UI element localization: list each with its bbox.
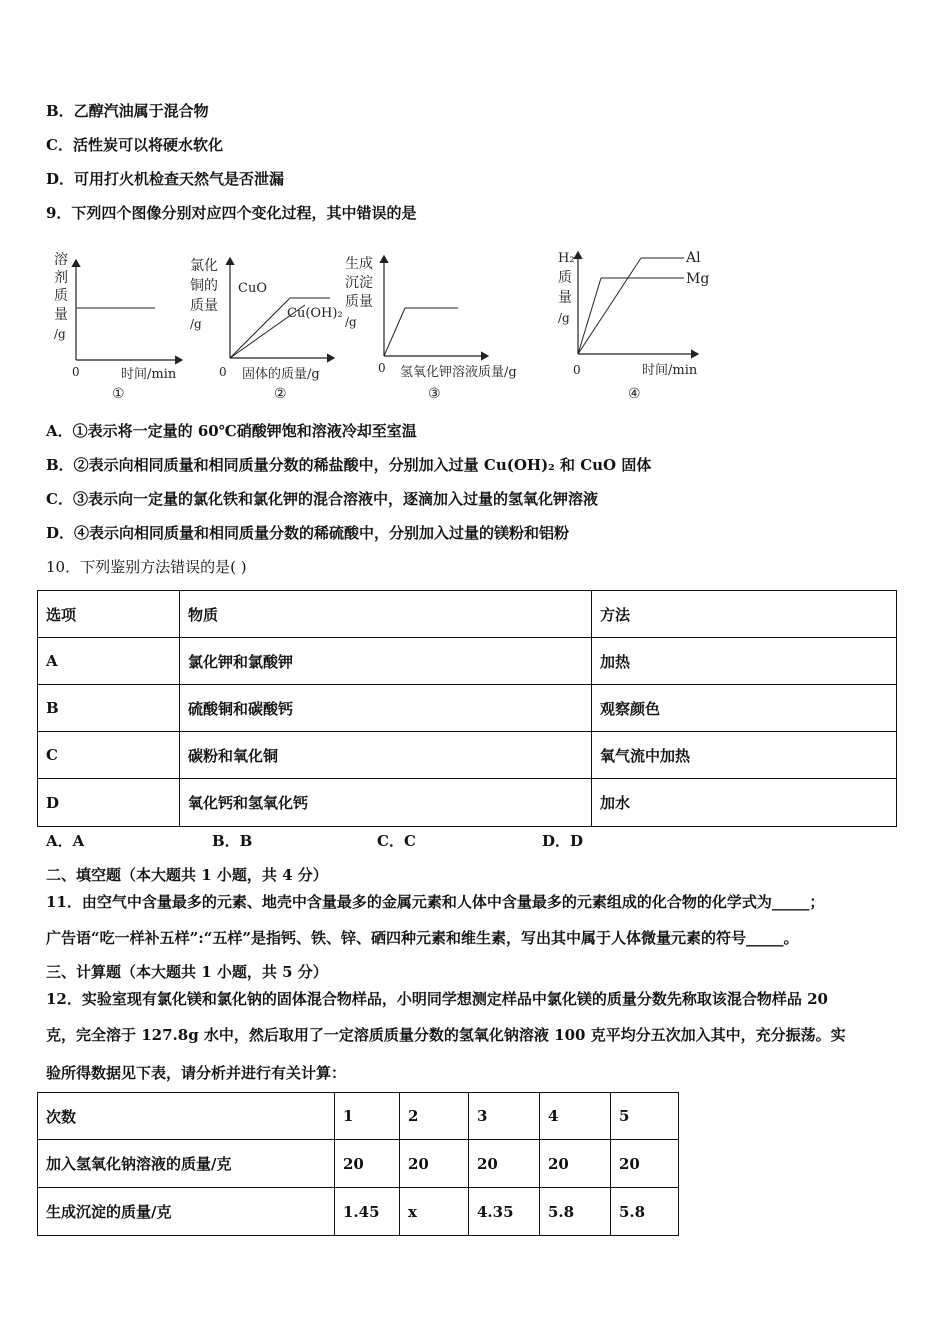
- table-header-cell: 5: [611, 1093, 679, 1140]
- q12-line2: 克，完全溶于 127.8g 水中，然后取用了一定溶质质量分数的氢氧化钠溶液 100 克平均分五次加入其中，充分振荡。实: [46, 1026, 846, 1044]
- table-header-row: [38, 1093, 679, 1140]
- table-cell: 加水: [592, 779, 897, 827]
- graph4-xlabel: 时间/min: [642, 363, 698, 378]
- table-header-cell: 3: [469, 1093, 540, 1140]
- table-header-cell: 4: [540, 1093, 611, 1140]
- graph1-ylabel-3: 质: [54, 288, 68, 304]
- q12-table: [37, 1092, 679, 1236]
- graph-3: [345, 255, 517, 402]
- table-row: [38, 732, 897, 779]
- graph1-ylabel-5: /g: [54, 327, 66, 341]
- table-cell: B: [38, 685, 180, 732]
- graph4-label-al: Al: [686, 250, 701, 266]
- table-cell: 氧气流中加热: [592, 732, 897, 779]
- graph3-ylabel-3: 质量: [345, 294, 373, 310]
- table-header-cell: 2: [400, 1093, 469, 1140]
- graph3-origin: 0: [378, 361, 386, 375]
- section3-title: 三、计算题（本大题共 1 小题，共 5 分）: [46, 963, 328, 981]
- table-cell: 观察颜色: [592, 685, 897, 732]
- graph2-ylabel-2: 铜的: [190, 278, 218, 294]
- table-header-row: [38, 591, 897, 638]
- graph1-ylabel-1: 溶: [54, 252, 68, 268]
- graph1-ylabel-2: 剂: [54, 270, 68, 286]
- table-row: [38, 1140, 679, 1188]
- table-header-cell: 选项: [38, 591, 180, 638]
- graph3-number: ③: [428, 386, 441, 402]
- graph4-number: ④: [628, 386, 641, 402]
- graph1-ylabel-4: 量: [54, 307, 68, 323]
- table-cell: 加入氢氧化钠溶液的质量/克: [38, 1140, 335, 1188]
- table-cell: 氧化钙和氢氧化钙: [180, 779, 592, 827]
- q12-line3: 验所得数据见下表，请分析并进行有关计算：: [46, 1064, 347, 1082]
- graph2-xlabel: 固体的质量/g: [242, 367, 320, 382]
- table-cell: 硫酸铜和碳酸钙: [180, 685, 592, 732]
- table-cell: 氯化钾和氯酸钾: [180, 638, 592, 685]
- q9-stem: 9．下列四个图像分别对应四个变化过程，其中错误的是: [46, 204, 417, 222]
- table-cell: 20: [400, 1140, 469, 1188]
- q9-option-c: C．③表示向一定量的氯化铁和氯化钾的混合溶液中，逐滴加入过量的氢氧化钾溶液: [46, 490, 598, 508]
- graph2-ylabel-1: 氯化: [190, 258, 218, 274]
- q10-table: [37, 590, 897, 827]
- graph-1: [54, 251, 182, 402]
- graph4-ylabel-1: H₂: [558, 251, 575, 266]
- table-header-cell: 次数: [38, 1093, 335, 1140]
- table-row: [38, 638, 897, 685]
- graph3-xlabel: 氢氧化钾溶液质量/g: [400, 365, 517, 380]
- q10-stem: 10．下列鉴别方法错误的是( ): [46, 558, 247, 576]
- table-cell: 生成沉淀的质量/克: [38, 1188, 335, 1236]
- q8-option-d: D．可用打火机检查天然气是否泄漏: [46, 170, 285, 188]
- table-cell: D: [38, 779, 180, 827]
- q12-line1: 12．实验室现有氯化镁和氯化钠的固体混合物样品，小明同学想测定样品中氯化镁的质量分数先称取该混合物样品 20: [46, 990, 828, 1008]
- q11-line1: 11．由空气中含量最多的元素、地壳中含量最多的金属元素和人体中含量最多的元素组成的化合物的化学式为_____；: [46, 893, 825, 911]
- graph2-label-cuoh2: Cu(OH)₂: [287, 306, 343, 321]
- q10-choice-d: D．D: [542, 832, 584, 850]
- table-row: [38, 685, 897, 732]
- table-row: [38, 1188, 679, 1236]
- graph1-origin: 0: [72, 365, 80, 379]
- graph2-ylabel-4: /g: [190, 317, 202, 331]
- table-cell: A: [38, 638, 180, 685]
- table-cell: 20: [540, 1140, 611, 1188]
- graph2-origin: 0: [219, 365, 227, 379]
- table-cell: 20: [469, 1140, 540, 1188]
- graph3-ylabel-1: 生成: [345, 256, 373, 272]
- table-cell: 5.8: [611, 1188, 679, 1236]
- q9-option-b: B．②表示向相同质量和相同质量分数的稀盐酸中，分别加入过量 Cu(OH)₂ 和 CuO 固体: [46, 456, 652, 474]
- table-header-cell: 1: [335, 1093, 400, 1140]
- graph2-label-cuo: CuO: [238, 281, 267, 296]
- graph2-number: ②: [274, 386, 287, 402]
- graph2-ylabel-3: 质量: [190, 298, 218, 314]
- table-cell: x: [400, 1188, 469, 1236]
- graph4-origin: 0: [573, 363, 581, 377]
- table-header-cell: 物质: [180, 591, 592, 638]
- q8-option-b: B．乙醇汽油属于混合物: [46, 102, 209, 120]
- q11-line2: 广告语“吃一样补五样”:“五样”是指钙、铁、锌、硒四种元素和维生素，写出其中属于人体微量元素的符号_____。: [46, 929, 799, 947]
- q9-option-a: A．①表示将一定量的 60℃硝酸钾饱和溶液冷却至室温: [46, 422, 417, 440]
- graph3-ylabel-2: 沉淀: [345, 275, 373, 291]
- section2-title: 二、填空题（本大题共 1 小题，共 4 分）: [46, 866, 328, 884]
- table-row: [38, 779, 897, 827]
- table-cell: 20: [611, 1140, 679, 1188]
- q10-choice-a: A．A: [46, 832, 85, 850]
- q10-choice-b: B．B: [212, 832, 253, 850]
- q9-option-d: D．④表示向相同质量和相同质量分数的稀硫酸中，分别加入过量的镁粉和铝粉: [46, 524, 570, 542]
- table-cell: 碳粉和氧化铜: [180, 732, 592, 779]
- graph4-label-mg: Mg: [686, 271, 710, 287]
- table-cell: 加热: [592, 638, 897, 685]
- q10-choice-c: C．C: [377, 832, 416, 850]
- table-cell: 5.8: [540, 1188, 611, 1236]
- table-cell: 20: [335, 1140, 400, 1188]
- graph1-xlabel: 时间/min: [121, 367, 177, 382]
- graph4-ylabel-2: 质: [558, 270, 572, 286]
- table-header-cell: 方法: [592, 591, 897, 638]
- graph-4: [558, 250, 709, 402]
- graph1-number: ①: [112, 386, 125, 402]
- graph4-ylabel-4: /g: [558, 311, 570, 325]
- graph-2: [190, 258, 343, 402]
- graph3-ylabel-4: /g: [345, 315, 357, 329]
- table-cell: C: [38, 732, 180, 779]
- q8-option-c: C．活性炭可以将硬水软化: [46, 136, 223, 154]
- graph4-ylabel-3: 量: [558, 290, 572, 306]
- table-cell: 4.35: [469, 1188, 540, 1236]
- q9-graphs: [0, 240, 950, 410]
- table-cell: 1.45: [335, 1188, 400, 1236]
